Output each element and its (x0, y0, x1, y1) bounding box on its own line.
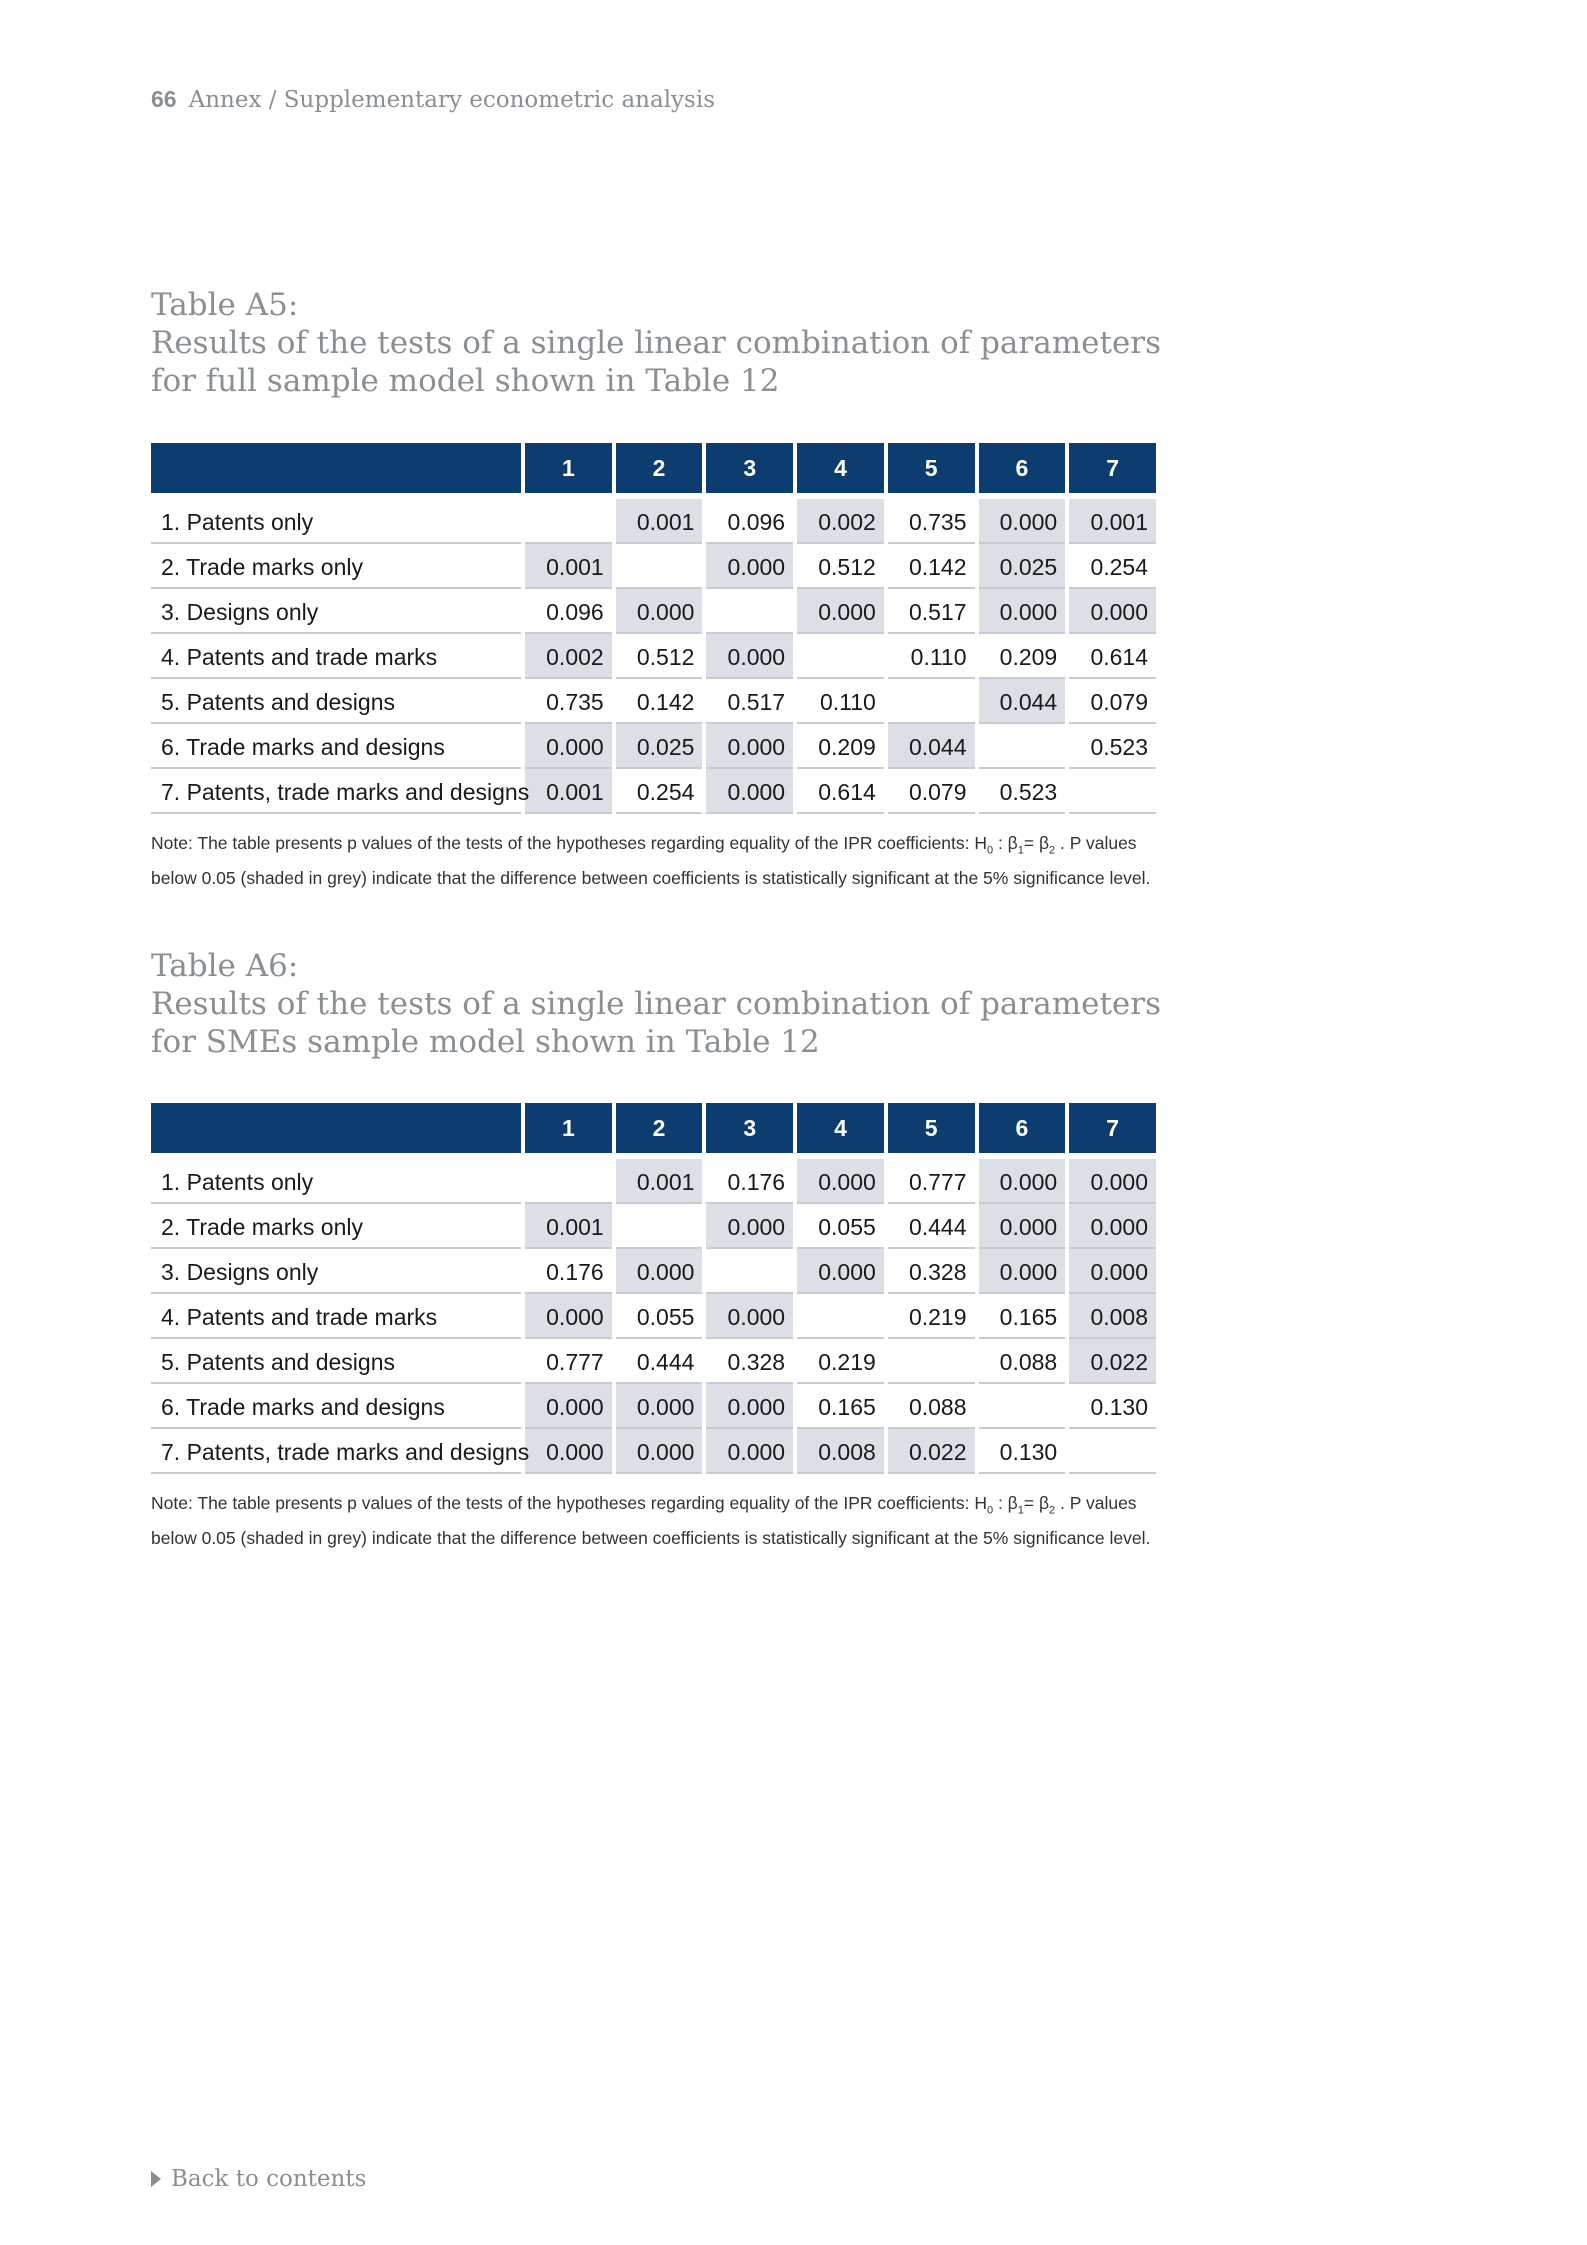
table-row (151, 724, 1156, 769)
table-a6-title-line2: Results of the tests of a single linear combination of parameters (151, 986, 1161, 1022)
running-head (151, 86, 715, 113)
p-value-cell: 0.022 (888, 1429, 975, 1474)
p-value-cell: 0.523 (979, 769, 1066, 814)
p-value-cell: 0.000 (706, 724, 793, 769)
table-row (151, 1204, 1156, 1249)
empty-cell (888, 1339, 975, 1384)
empty-cell (979, 724, 1066, 769)
p-value-cell: 0.002 (525, 634, 612, 679)
header-cell-blank (151, 443, 521, 499)
table-row (151, 499, 1156, 544)
p-value-cell: 0.000 (979, 1249, 1066, 1294)
p-value-cell: 0.142 (616, 679, 703, 724)
p-value-cell: 0.000 (979, 1159, 1066, 1204)
p-value-cell: 0.523 (1069, 724, 1156, 769)
empty-cell (525, 1159, 612, 1204)
p-value-cell: 0.000 (706, 1204, 793, 1249)
column-header: 1 (525, 443, 612, 499)
p-value-cell: 0.000 (797, 589, 884, 634)
table-row (151, 1429, 1156, 1474)
p-value-cell: 0.025 (616, 724, 703, 769)
row-label: 3. Designs only (151, 1249, 521, 1294)
p-value-cell: 0.001 (525, 1204, 612, 1249)
p-value-cell: 0.328 (888, 1249, 975, 1294)
header-row (151, 443, 1156, 499)
p-value-cell: 0.165 (797, 1384, 884, 1429)
p-value-cell: 0.001 (1069, 499, 1156, 544)
column-header: 5 (888, 1103, 975, 1159)
empty-cell (797, 634, 884, 679)
p-value-cell: 0.008 (797, 1429, 884, 1474)
p-value-cell: 0.512 (797, 544, 884, 589)
row-label: 3. Designs only (151, 589, 521, 634)
empty-cell (1069, 1429, 1156, 1474)
p-value-cell: 0.000 (706, 1294, 793, 1339)
column-header: 1 (525, 1103, 612, 1159)
p-value-cell: 0.088 (888, 1384, 975, 1429)
table-a5-note: Note: The table presents p values of the tests of the hypotheses regarding equality of the IPR coefficients: $H_0$ : $\beta_1= \beta_2$ . P values below 0.05 (shaded in grey) indicate that the difference between coefficients is statistically significant at the 5% significance level. (151, 833, 1151, 888)
p-value-cell: 0.001 (616, 1159, 703, 1204)
p-value-cell: 0.130 (979, 1429, 1066, 1474)
p-value-cell: 0.219 (888, 1294, 975, 1339)
p-value-cell: 0.025 (979, 544, 1066, 589)
row-label: 5. Patents and designs (151, 1339, 521, 1384)
p-value-cell: 0.130 (1069, 1384, 1156, 1429)
p-value-cell: 0.000 (616, 1384, 703, 1429)
p-value-cell: 0.000 (979, 589, 1066, 634)
empty-cell (616, 544, 703, 589)
column-header: 7 (1069, 443, 1156, 499)
column-header: 3 (706, 1103, 793, 1159)
p-value-cell: 0.735 (525, 679, 612, 724)
p-value-cell: 0.000 (616, 1249, 703, 1294)
table-a6-title-line3: for SMEs sample model shown in Table 12 (151, 1024, 820, 1060)
table-a5-title-label: Table A5: (151, 287, 299, 323)
p-value-cell: 0.000 (797, 1249, 884, 1294)
empty-cell (979, 1384, 1066, 1429)
p-value-cell: 0.444 (888, 1204, 975, 1249)
table-a6-title (151, 947, 1201, 1061)
p-value-cell: 0.614 (797, 769, 884, 814)
p-value-cell: 0.000 (1069, 1249, 1156, 1294)
p-value-cell: 0.110 (797, 679, 884, 724)
table-row (151, 769, 1156, 814)
p-value-cell: 0.044 (888, 724, 975, 769)
table-row (151, 1249, 1156, 1294)
p-value-cell: 0.000 (525, 1429, 612, 1474)
column-header: 6 (979, 1103, 1066, 1159)
empty-cell (525, 499, 612, 544)
p-value-cell: 0.079 (1069, 679, 1156, 724)
table-row (151, 544, 1156, 589)
p-value-cell: 0.777 (888, 1159, 975, 1204)
row-label: 7. Patents, trade marks and designs (151, 1429, 521, 1474)
p-value-cell: 0.000 (706, 1429, 793, 1474)
back-to-contents-label: Back to contents (171, 2166, 367, 2192)
empty-cell (797, 1294, 884, 1339)
row-label: 4. Patents and trade marks (151, 1294, 521, 1339)
p-value-cell: 0.000 (525, 1384, 612, 1429)
p-value-cell: 0.079 (888, 769, 975, 814)
back-to-contents-link[interactable] (151, 2166, 366, 2192)
row-label: 1. Patents only (151, 499, 521, 544)
table-row (151, 1294, 1156, 1339)
p-value-cell: 0.008 (1069, 1294, 1156, 1339)
p-value-cell: 0.000 (1069, 1159, 1156, 1204)
p-value-cell: 0.512 (616, 634, 703, 679)
empty-cell (706, 1249, 793, 1294)
p-value-cell: 0.000 (706, 769, 793, 814)
row-label: 1. Patents only (151, 1159, 521, 1204)
p-value-cell: 0.000 (1069, 1204, 1156, 1249)
page-number: 66 (151, 86, 177, 112)
p-value-cell: 0.055 (797, 1204, 884, 1249)
triangle-right-icon (151, 2171, 161, 2187)
p-value-cell: 0.209 (797, 724, 884, 769)
table-row (151, 1384, 1156, 1429)
p-value-cell: 0.176 (525, 1249, 612, 1294)
table-row (151, 679, 1156, 724)
p-value-cell: 0.000 (525, 724, 612, 769)
p-value-cell: 0.735 (888, 499, 975, 544)
table-a5-title-line2: Results of the tests of a single linear combination of parameters (151, 325, 1161, 361)
p-value-cell: 0.096 (525, 589, 612, 634)
note-text-1: Note: The table presents p values of the tests of the hypotheses regarding equality of the IPR coefficients: H (151, 1493, 987, 1513)
column-header: 7 (1069, 1103, 1156, 1159)
row-label: 4. Patents and trade marks (151, 634, 521, 679)
p-value-cell: 0.142 (888, 544, 975, 589)
column-header: 2 (616, 443, 703, 499)
p-value-cell: 0.444 (616, 1339, 703, 1384)
table-row (151, 1339, 1156, 1384)
p-value-cell: 0.001 (525, 769, 612, 814)
p-value-cell: 0.517 (706, 679, 793, 724)
table-a6-note: Note: The table presents p values of the tests of the hypotheses regarding equality of the IPR coefficients: $H_0$ : $\beta_1= \beta_2$ . P values below 0.05 (shaded in grey) indicate that the difference between coefficients is statistically significant at the 5% significance level. (151, 1493, 1151, 1548)
p-value-cell: 0.000 (706, 634, 793, 679)
header-row (151, 1103, 1156, 1159)
p-value-cell: 0.096 (706, 499, 793, 544)
column-header: 5 (888, 443, 975, 499)
p-value-cell: 0.000 (1069, 589, 1156, 634)
row-label: 6. Trade marks and designs (151, 724, 521, 769)
p-value-cell: 0.517 (888, 589, 975, 634)
p-value-cell: 0.000 (706, 544, 793, 589)
p-value-cell: 0.044 (979, 679, 1066, 724)
column-header: 6 (979, 443, 1066, 499)
note-text-2: below 0.05 (shaded in grey) indicate that the difference between coefficients is statistically significant at the 5% significance level. (151, 867, 1151, 888)
empty-cell (1069, 769, 1156, 814)
p-value-cell: 0.000 (979, 1204, 1066, 1249)
table-a6-title-label: Table A6: (151, 948, 299, 984)
p-value-cell: 0.254 (616, 769, 703, 814)
p-value-cell: 0.219 (797, 1339, 884, 1384)
row-label: 2. Trade marks only (151, 1204, 521, 1249)
p-value-cell: 0.000 (616, 589, 703, 634)
p-value-cell: 0.176 (706, 1159, 793, 1204)
column-header: 3 (706, 443, 793, 499)
p-value-cell: 0.022 (1069, 1339, 1156, 1384)
p-value-cell: 0.254 (1069, 544, 1156, 589)
table-a6 (147, 1103, 1160, 1474)
column-header: 4 (797, 443, 884, 499)
p-value-cell: 0.110 (888, 634, 975, 679)
table-row (151, 589, 1156, 634)
column-header: 4 (797, 1103, 884, 1159)
table-a5-title (151, 286, 1201, 400)
p-value-cell: 0.055 (616, 1294, 703, 1339)
empty-cell (888, 679, 975, 724)
p-value-cell: 0.000 (525, 1294, 612, 1339)
table-row (151, 1159, 1156, 1204)
p-value-cell: 0.002 (797, 499, 884, 544)
row-label: 5. Patents and designs (151, 679, 521, 724)
row-label: 6. Trade marks and designs (151, 1384, 521, 1429)
table-a5-title-line3: for full sample model shown in Table 12 (151, 363, 780, 399)
p-value-cell: 0.209 (979, 634, 1066, 679)
note-text-2: below 0.05 (shaded in grey) indicate that the difference between coefficients is statistically significant at the 5% significance level. (151, 1527, 1151, 1548)
p-value-cell: 0.000 (979, 499, 1066, 544)
section-title: Annex / Supplementary econometric analysis (188, 87, 716, 113)
p-value-cell: 0.000 (797, 1159, 884, 1204)
p-value-cell: 0.165 (979, 1294, 1066, 1339)
note-text-1: Note: The table presents p values of the tests of the hypotheses regarding equality of the IPR coefficients: H (151, 833, 987, 853)
p-value-cell: 0.001 (525, 544, 612, 589)
row-label: 2. Trade marks only (151, 544, 521, 589)
p-value-cell: 0.777 (525, 1339, 612, 1384)
table-row (151, 634, 1156, 679)
p-value-cell: 0.001 (616, 499, 703, 544)
column-header: 2 (616, 1103, 703, 1159)
empty-cell (706, 589, 793, 634)
table-a5 (147, 443, 1160, 814)
empty-cell (616, 1204, 703, 1249)
p-value-cell: 0.000 (706, 1384, 793, 1429)
p-value-cell: 0.328 (706, 1339, 793, 1384)
row-label: 7. Patents, trade marks and designs (151, 769, 521, 814)
p-value-cell: 0.000 (616, 1429, 703, 1474)
p-value-cell: 0.088 (979, 1339, 1066, 1384)
header-cell-blank (151, 1103, 521, 1159)
p-value-cell: 0.614 (1069, 634, 1156, 679)
